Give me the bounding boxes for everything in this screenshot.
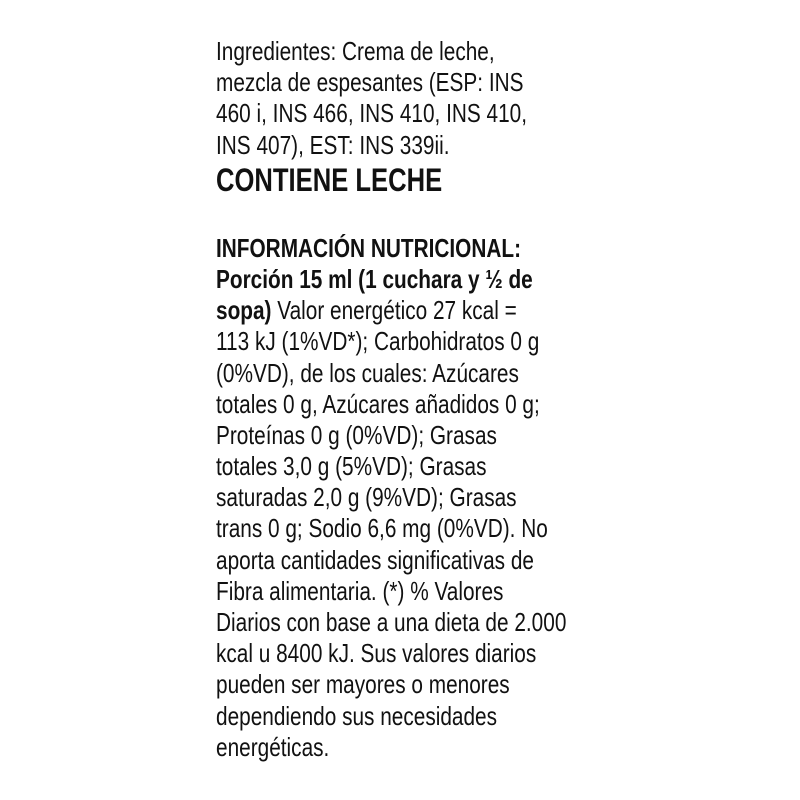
nutrition-block [216, 233, 664, 763]
nutrition-line: saturadas 2,0 g (9%VD); Grasas [216, 482, 517, 513]
nutrition-line: totales 0 g, Azúcares añadidos 0 g; [216, 388, 540, 419]
nutrition-line: Proteínas 0 g (0%VD); Grasas [216, 419, 497, 450]
nutrition-line: totales 3,0 g (5%VD); Grasas [216, 451, 487, 482]
ingredients-line: Ingredientes: Crema de leche, [216, 36, 495, 66]
nutrition-line: kcal u 8400 kJ. Sus valores diarios [216, 638, 537, 669]
portion-energy-line [216, 295, 664, 326]
allergen-warning: CONTIENE LECHE [216, 161, 443, 198]
nutrition-line: trans 0 g; Sodio 6,6 mg (0%VD). No [216, 513, 548, 544]
product-label-text [216, 36, 664, 763]
energy-value-text: Valor energético 27 kcal = [271, 295, 517, 326]
ingredients-block [216, 36, 664, 161]
portion-line: Porción 15 ml (1 cuchara y ½ de [216, 263, 533, 294]
nutrition-line: pueden ser mayores o menores [216, 669, 510, 700]
nutrition-line: Diarios con base a una dieta de 2.000 [216, 607, 567, 637]
portion-line-end: sopa) [216, 295, 272, 326]
ingredients-line: 460 i, INS 466, INS 410, INS 410, [216, 98, 528, 129]
nutrition-line: aporta cantidades significativas de [216, 544, 534, 575]
nutrition-line: energéticas. [216, 731, 330, 762]
nutrition-line: Fibra alimentaria. (*) % Valores [216, 575, 504, 606]
nutrition-line: 113 kJ (1%VD*); Carbohidratos 0 g [216, 326, 540, 357]
nutrition-line: (0%VD), de los cuales: Azúcares [216, 357, 519, 388]
ingredients-line: mezcla de espesantes (ESP: INS [216, 67, 524, 98]
nutrition-title: INFORMACIÓN NUTRICIONAL: [216, 232, 522, 263]
ingredients-line: INS 407), EST: INS 339ii. [216, 129, 450, 160]
nutrition-line: dependiendo sus necesidades [216, 700, 498, 731]
